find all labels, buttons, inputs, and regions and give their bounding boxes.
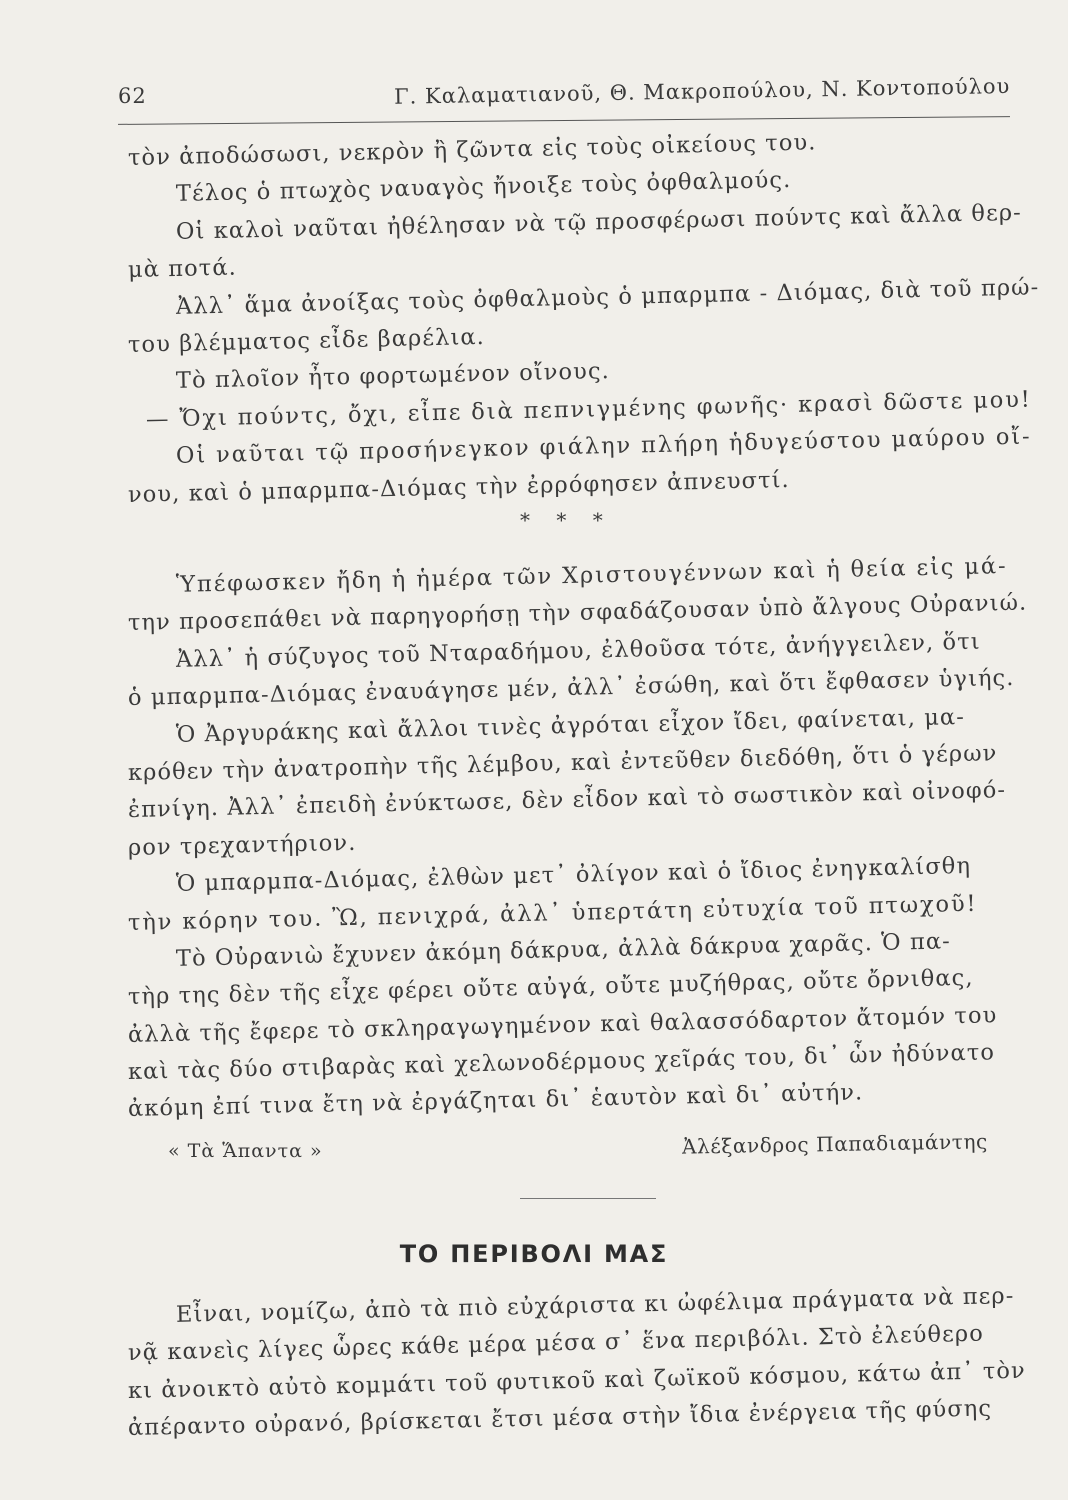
text-line: κρόθεν τὴν ἀνατροπὴν τῆς λέμβου, καὶ ἐντεῦθεν διεδόθη, ὅτι ὁ γέρων (127, 740, 998, 786)
text-line: καὶ τὰς δύο στιβαρὰς καὶ χελωνοδέρμους χεῖράς του, δι᾽ ὧν ἠδύνατο (127, 1039, 996, 1086)
author-name: Ἀλέξανδρος Παπαδιαμάντης (681, 1129, 989, 1159)
text-line: νᾷ κανεὶς λίγες ὧρες κάθε μέρα μέσα σ᾽ ἕνα περιβόλι. Στὸ ἐλεύθερο (127, 1320, 985, 1367)
section-break-stars: * * * (520, 508, 613, 532)
text-line: κι ἀνοικτὸ αὐτὸ κομμάτι τοῦ φυτικοῦ καὶ ζωϊκοῦ κόσμου, κάτω ἀπ᾽ τὸν (127, 1357, 1027, 1404)
page-header (118, 70, 1010, 122)
text-line: Οἱ καλοὶ ναῦται ἠθέλησαν νὰ τῷ προσφέρωσι πούντς καὶ ἄλλα θερ- (175, 199, 1023, 245)
text-line: Εἶναι, νομίζω, ἀπὸ τὰ πιὸ εὐχάριστα κι ὠφέλιμα πράγματα νὰ περ- (175, 1282, 1015, 1328)
text-line: τὴρ της δὲν τῆς εἶχε φέρει οὔτε αὐγά, οὔτε μυζήθρας, οὔτε ὄρνιθας, (127, 965, 974, 1011)
text-line: τὸν ἀποδώσωσι, νεκρὸν ἢ ζῶντα εἰς τοὺς οἰκείους του. (127, 129, 817, 171)
text-line: Ὁ μπαρμπα-Διόμας, ἐλθὼν μετ᾽ ὀλίγον καὶ ὁ ἴδιος ἐνηγκαλίσθη (175, 852, 972, 898)
text-line: ρον τρεχαντήριον. (127, 829, 357, 861)
text-line: μὰ ποτά. (127, 254, 238, 284)
text-line: ἀκόμη ἐπί τινα ἔτη νὰ ἐργάζηται δι᾽ ἑαυτὸν καὶ δι᾽ αὐτήν. (127, 1079, 864, 1123)
section-title: ΤΟ ΠΕΡΙΒΟΛΙ ΜΑΣ (399, 1240, 669, 1268)
text-line: Ὁ Ἀργυράκης καὶ ἄλλοι τινὲς ἀγρόται εἶχον ἴδει, φαίνεται, μα- (175, 703, 966, 748)
text-line: ἀπέραντο οὐρανό, βρίσκεται ἔτσι μέσα στὴν ἴδια ἐνέργεια τῆς φύσης (127, 1395, 993, 1442)
text-line: τὴν κόρην του. Ὢ, πενιχρά, ἀλλ᾽ ὑπερτάτη εὐτυχία τοῦ πτωχοῦ! (127, 890, 978, 936)
text-line: ὁ μπαρμπα-Διόμας ἐναυάγησε μέν, ἀλλ᾽ ἐσώθη, καὶ ὅτι ἔφθασεν ὑγιής. (127, 665, 1015, 712)
section-text (127, 1282, 1027, 1448)
page-number: 62 (118, 84, 147, 108)
text-line: Τὸ πλοῖον ἦτο φορτωμένον οἴνους. (175, 358, 611, 395)
text-line: Τέλος ὁ πτωχὸς ναυαγὸς ἤνοιξε τοὺς ὀφθαλμούς. (175, 167, 792, 208)
text-line: Ἀλλ᾽ ἡ σύζυγος τοῦ Νταραδήμου, ἐλθοῦσα τότε, ἀνήγγειλεν, ὅτι (175, 628, 981, 673)
text-line: Ὑπέφωσκεν ἤδη ἡ ἡμέρα τῶν Χριστουγέννων καὶ ἡ θεία εἰς μά- (175, 553, 1008, 598)
separator-rule (520, 1198, 656, 1199)
text-line: την προσεπάθει νὰ παρηγορήσῃ τὴν σφαδάζουσαν ὑπὸ ἄλγους Οὐρανιώ. (127, 589, 1028, 637)
text-line: ἀλλὰ τῆς ἔφερε τὸ σκληραγωγημένον καὶ θαλασσόδαρτον ἄτομόν του (127, 1001, 998, 1048)
text-line: του βλέμματος εἶδε βαρέλια. (127, 323, 486, 358)
text-line: — Ὄχι πούντς, ὄχι, εἶπε διὰ πεπνιγμένης φωνῆς· κρασὶ δῶστε μου! (145, 386, 1032, 433)
text-line: Ἀλλ᾽ ἅμα ἀνοίξας τοὺς ὀφθαλμοὺς ὁ μπαρμπα - Διόμας, διὰ τοῦ πρώ- (175, 273, 1040, 320)
text-line: Οἱ ναῦται τῷ προσήνεγκον φιάλην πλήρη ἡδυγεύστου μαύρου οἴ- (175, 423, 1032, 470)
text-line: νου, καὶ ὁ μπαρμπα-Διόμας τὴν ἐρρόφησεν ἀπνευστί. (127, 466, 791, 508)
text-line: Τὸ Οὐρανιὼ ἔχυνεν ἀκόμη δάκρυα, ἀλλὰ δάκρυα χαρᾶς. Ὁ πα- (175, 928, 952, 972)
story-text (127, 129, 1040, 514)
story-text-continued (127, 553, 1028, 1129)
text-line: ἐπνίγη. Ἀλλ᾽ ἐπειδὴ ἐνύκτωσε, δὲν εἶδον καὶ τὸ σωστικὸν καὶ οἰνοφό- (127, 777, 1007, 824)
running-head: Γ. Καλαματιανοῦ, Θ. Μακροπούλου, Ν. Κοντοπούλου (393, 74, 1011, 109)
source-title: « Τὰ Ἅπαντα » (168, 1140, 323, 1162)
attribution (168, 1129, 989, 1172)
